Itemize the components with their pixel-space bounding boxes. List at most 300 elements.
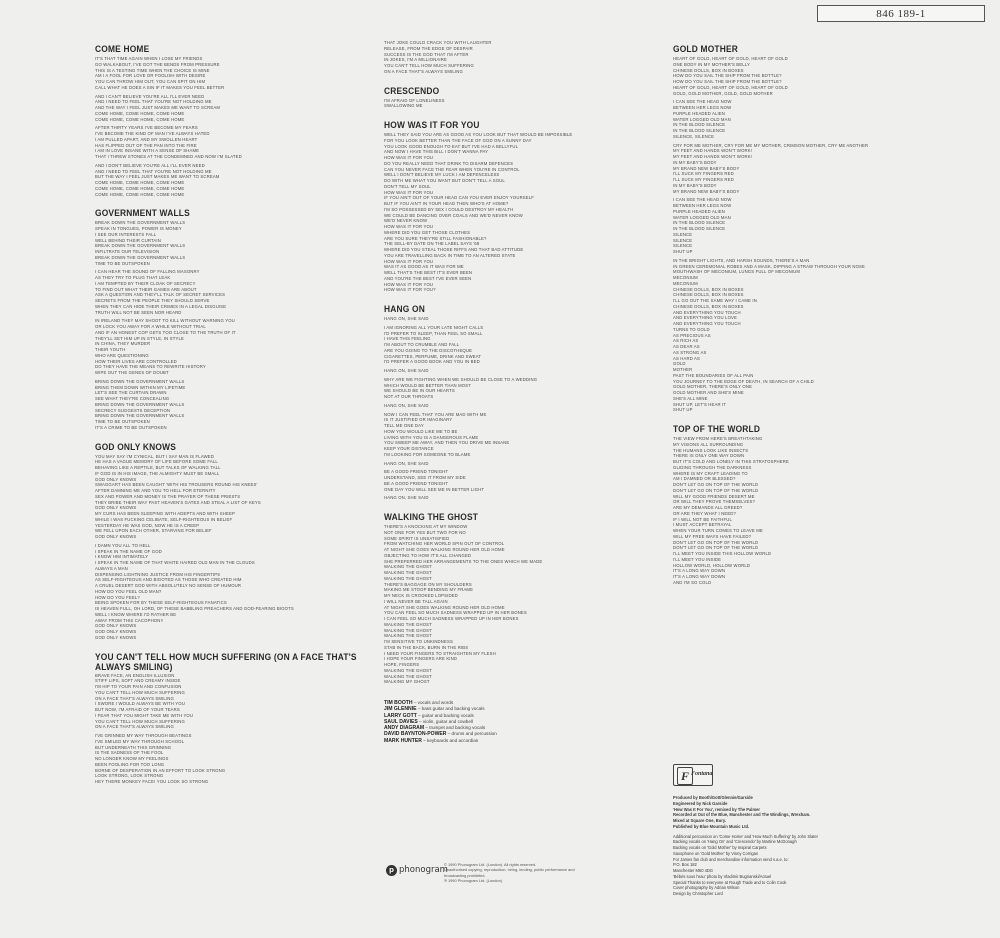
lyric-line: PAST THE BOUNDARIES OF ALL PAIN [673,372,754,378]
lyric-line: INFILTRATE OUR TELEVISION [95,249,160,254]
phonogram-block [384,862,594,892]
lyric-line: CAN YOU NEVER FACE THE FEAR WHEN YOU'RE IN CONTROL [384,166,520,172]
lyric-line: BRAVE FACE, AN ENGLISH ILLUSION [95,672,175,678]
lyric-line: AND NOW I HAVE THIS BILL I DON'T WANNA PAY [384,149,489,155]
lyric-line: BREAK DOWN THE GOVERNMENT WALLS [95,243,186,249]
song-title: HANG ON [384,302,425,315]
lyric-line: BREAK DOWN THE GOVERNMENT WALLS [95,254,186,260]
lyric-line: WILL MY FREE WAYS HAVE FAILED? [673,533,752,539]
lyric-line: DO YOU REALLY NEED THAT DRINK TO DISARM DEFENCES [384,160,514,166]
lyric-line: I'VE GRINNED MY WAY THROUGH BEATINGS [95,733,192,738]
song-block [95,44,363,204]
lyric-line: TIME TO BE OUTSPOKEN [95,260,150,266]
lyric-line: I CAN FEEL SO MUCH SADNESS WRAPPED UP IN HER BONES [384,616,519,621]
lyric-line: WALKING THE GHOST [384,570,432,575]
lyric-verse [95,733,363,785]
lyric-line: HANG ON, SHE SAID [384,368,429,373]
lyric-line: WE'D NEVER KNOW [384,218,428,224]
lyric-line: AND THE WAY I FEEL JUST MAKES ME WANT TO SCREAM [95,105,221,110]
lyric-line: MY BRAND NEW BABY'S BODY [673,165,740,171]
lyric-line: I DAMN YOU ALL TO HELL [95,542,151,548]
lyric-verse [384,524,652,685]
song-gap [384,112,652,116]
credit-line: Design by Christopher Lord [673,891,723,896]
lyric-line: YOU CAN'T TELL HOW MUCH SUFFERING [95,689,185,695]
lyric-line: HOW WAS IT FOR YOU? [384,287,436,293]
lyric-verse [384,412,652,458]
lyric-line: SUCCESS IS THE GOD THAT I'M AFTER [384,51,469,57]
lyric-line: HEART OF GOLD, HEART OF GOLD, HEART OF GOLD [673,56,788,61]
lyric-line: I AM TEMPTED BY THEIR CLOAK OF SECRECY [95,280,196,286]
lyric-line: WELL I KNOW WHERE I'D RATHER BE [95,611,177,617]
lyric-line: COME HOME, COME HOME, COME HOME [95,116,185,122]
lyric-line: AND EVERYTHING YOU TOUCH [673,309,741,315]
lyric-line: HOW YOU WOULD LIKE ME TO BE [384,428,458,434]
lyric-line: HOW THEIR LIVES ARE CONTROLLED [95,358,177,364]
credit-line: Cover photography by Adrian Wilson [673,885,740,891]
lyric-line: THEY BRIBE THEIR WAY PAST HEAVEN'S GATES AND STEAL A LIST OF KEYS [95,499,261,505]
lyric-line: HANG ON, SHE SAID [384,460,429,466]
lyric-line: WALKING MY GHOST [384,679,430,685]
lyric-line: NO LONGER KNOW MY FEELINGS [95,756,169,761]
credit-line: Saxophone on 'Gold Mother' by Vinny Corrigan [673,850,759,856]
lyric-line: IN THE BLOOD SILENCE [673,128,726,133]
lyric-line: WHEN YOUR TURN COMES TO LEAVE ME [673,528,763,533]
lyric-line: AS HARD AS [673,355,701,361]
lyric-line: I KNOW HIM INTIMATELY [95,554,149,560]
lyric-verse [95,269,363,315]
lyric-line: AS SELF-RIGHTEOUS AND BIGOTED AS THOSE WHO CREATED HIM [95,577,242,583]
lyric-line: SPEAK IN TONGUES, POWER IS MONEY [95,226,182,231]
lyrics-column-middle [384,40,652,744]
lyric-verse [384,469,652,492]
credit-line: 'Bébés sous l'eau' photo by Vladimir Bugrianski/Actuel [673,873,772,879]
lyric-line: HANG ON, SHE SAID [384,316,429,321]
band-member-name: DAVID BAYNTON-POWER [384,731,447,738]
lyric-line: DON'T TELL MY SOUL [384,183,431,189]
lyric-line: BEHAVING LIKE A REPTILE, BUT TALKS OF WALKING TALL [95,465,221,470]
lyric-line: AND EVERYTHING YOU TOUCH [673,321,741,326]
lyric-line: TRUTH WILL NOT BE SEEN NOR HEARD [95,309,182,315]
lyric-line: BUT NOW, I'M AFRAID OF YOUR TEARS [95,707,180,712]
lyric-line: GOD ONLY KNOWS [95,505,137,511]
lyric-line: AND I CAN'T BELIEVE YOU'RE ALL I'LL EVER NEED [95,93,205,99]
lyric-line: YESTERDAY HE WAS GOD, NOW HE IS A CREEP [95,522,200,528]
lyric-line: SHUT UP, LET'S HEAR IT [673,401,727,407]
lyric-line: I'M LOOKING FOR SOMEONE TO BLAME [384,451,471,457]
lyric-line: I HAVE THIS FEELING [384,336,431,342]
song-block [384,512,652,692]
lyric-line: TELL ME ONE DAY [384,423,424,428]
lyric-line: KEEP YOUR DISTANCE [384,446,434,451]
lyric-verse [384,98,652,110]
lyric-line: WE SHOULD BE IN OUR HEARTS [384,388,455,394]
lyric-line: WATER LOGGED OLD MAN [673,214,731,220]
song-title: COME HOME [95,42,150,55]
song-title: TOP OF THE WORLD [673,422,761,435]
lyric-line: BRING DOWN THE GOVERNMENT WALLS [95,378,185,384]
lyric-line: SOME SPIRIT IS UNSATISFIED [384,535,450,541]
lyric-line: DON'T LET GO ON TOP OF THE WORLD [673,487,759,493]
credit-line: Engineered by Nick Garside [673,800,728,806]
song-title: YOU CAN'T TELL HOW MUCH SUFFERING (ON A FACE THAT'S ALWAYS SMILING) [95,650,357,672]
lyric-line: BRING DOWN THE GOVERNMENT WALLS [95,413,185,419]
band-member-role: – guitar and backing vocals [416,712,474,718]
lyric-line: ON A FACE THAT'S ALWAYS SMILING [95,695,174,701]
lyric-line: AND IF AN HONEST COP GETS TOO CLOSE TO THE TRUTH OF IT [95,329,236,335]
lyric-line: ARE YOU SURE THEY'RE STILL FASHIONABLE? [384,235,487,241]
song-gap [95,788,363,792]
song-gap [384,504,652,508]
song-block [673,424,941,593]
band-lineup [384,700,652,744]
lyric-line: AND I DON'T BELIEVE YOU'RE ALL I'LL EVER NEED [95,162,205,168]
lyric-line: AFTER THIRTY YEARS I'VE BECOME MY FEARS [95,125,198,131]
lyric-line: WALKING THE GHOST [384,633,432,639]
lyric-line: SILENCE [673,237,693,243]
catalog-number: 846 189-1 [817,5,985,22]
credit-line: 'How Was It For You', remixed by The Palmer [673,806,760,812]
lyric-line: I AM IN LOVE INSANE WITH A SENSE OF SHAME [95,148,200,154]
lyric-line: WHERE DID YOU STEAL THOSE RIFFS AND THAT BAD ATTITUDE [384,247,524,252]
lyric-verse [673,436,941,586]
lyric-line: HANG ON, SHE SAID [384,495,429,501]
song-title: CRESCENDO [384,84,440,96]
song-block [384,304,652,508]
credit-line: Additional percussion on 'Come Home' and 'How Much Suffering' by John Slater [673,833,819,839]
lyric-verse [95,543,363,641]
lyric-line: TIME TO BE OUTSPOKEN [95,419,150,424]
lyric-line: PURPLE HEADED ALIEN [673,208,725,214]
legal-line: broadcasting prohibited. [444,872,486,878]
band-member-role: – trumpet and backing vocals [424,725,486,731]
lyric-line: HOW DO YOU SAIL THE SHIP FROM THE BOTTLE? [673,73,782,79]
lyric-line: TURNS TO GOLD [673,326,710,332]
lyric-line: DON'T LET GO ON TOP OF THE WORLD [673,482,759,487]
lyric-line: I'VE BECOME THE KIND OF MAN I'VE ALWAYS HATED [95,131,210,136]
lyric-line: YOU LOOK GOOD ENOUGH TO EAT BUT I'VE HAD A BELLYFUL [384,143,519,149]
lyric-line: AWAY FROM THIS CACOPHONY [95,617,164,623]
lyric-line: WHERE IS MY CRAFT LEADING TO [673,470,748,476]
lyric-line: DON'T LET GO ON TOP OF THE WORLD [673,539,759,545]
lyric-verse [673,258,941,413]
band-member [384,738,652,744]
lyric-line: CALL WHAT HE DOES A SIN IF IT MAKES YOU FEEL BETTER [95,84,225,90]
lyric-line: AS PRECIOUS AS [673,332,711,338]
lyric-line: FOR YOU LOOK BETTER THAN THE FACE OF GOD ON A SUNNY DAY [384,137,532,143]
lyric-line: IN GREEN CEREMONIAL ROBES AND A MASK, DIPPING A STRAW THROUGH YOUR NOSE [673,263,866,269]
lyric-line: A CRUEL DESERT GOD WITH ABSOLUTELY NO SENSE OF HUMOUR [95,583,242,588]
lyric-line: HAS FLIPPED OUT OF THE PAN INTO THE FIRE [95,142,197,148]
song-block [673,44,941,420]
lyric-line: I NEED YOUR FINGERS TO STRAIGHTEN MY FLESH [384,650,496,656]
lyric-line: DISPENSING LIGHTNING JUSTICE FROM HIS FINGERTIPS [95,571,221,577]
lyric-verse [384,403,652,409]
lyric-line: I'M SO POSSESSED BY SEX I COULD DESTROY MY HEALTH [384,206,514,212]
lyric-line: WALKING THE GHOST [384,621,432,627]
lyric-line: BE A GOOD FRIEND TONIGHT [384,469,449,475]
phonogram-logo-word: phonogram [399,865,448,875]
lyric-line: LOOK STRONG, LOOK STRONG [95,773,164,779]
lyric-line: RELEASE, FROM THE EDGE OF DESPAIR [384,45,473,51]
song-title: GOLD MOTHER [673,42,739,55]
lyric-line: WIPE OUT THE GENES OF DOUBT [95,370,169,375]
band-member-name: TIM BOOTH [384,700,413,706]
legal-line: © 1990 Phonogram Ltd. (London). All rights reserved. [444,862,537,867]
lyric-line: SILENCE, SILENCE [673,133,715,139]
lyric-verse [673,99,941,139]
lyric-line: SHE PREFERRED HER ARRANGEMENTS TO THE ONES WHICH WE MADE [384,558,543,564]
lyric-line: HOW WAS IT FOR YOU [384,281,434,287]
lyric-line: MAKING ME STOOP BENDING MY FRAME [384,587,474,593]
lyric-line: BUT THE WAY I FEEL JUST MAKES ME WANT TO SCREAM [95,174,220,180]
lyric-line: HOW WAS IT FOR YOU [384,155,434,160]
credit-line: Backing vocals on 'Hang On' and 'Crescendo' by Martine McDonagh [673,839,797,845]
lyric-line: WHICH WOULD BE BETTER THAN MOST [384,382,471,388]
lyric-line: WELL THAT'S THE BEST IT'S EVER BEEN [384,270,473,275]
lyric-line: COME HOME, COME HOME, COME HOME [95,191,185,197]
lyric-line: IT'S A LONG WAY DOWN [673,568,726,574]
lyric-line: YOU CAN'T TELL HOW MUCH SUFFERING [384,63,474,68]
lyric-line: I HOPE YOUR FINGERS ARE KIND [384,656,458,662]
song-block [384,120,652,300]
lyric-line: HOLLOW WORLD, HOLLOW WORLD [673,562,751,568]
lyric-line: I WILL NEVER BE TALL AGAIN [384,598,448,604]
lyric-line: IT'S A LONG WAY DOWN [673,574,726,579]
song-gap [95,200,363,204]
lyric-line: OR WILL THEY PROVE THEMSELVES? [673,499,755,505]
lyric-line: WE FELL UPON EACH OTHER, STARVING FOR BELIEF [95,528,212,534]
lyric-line: IN IRELAND THEY MAY SHOOT TO KILL WITHOUT WARNING YOU [95,318,235,324]
lyric-line: CHINESE DOLLS, BOX IN BOXES [673,303,744,309]
lyric-line: MY FEET AND HANDS WON'T WORK! [673,154,753,159]
lyric-line: GOD ONLY KNOWS [95,534,137,539]
lyric-line: THERE'S BAGGAGE ON MY SHOULDERS [384,581,472,587]
fontana-logo [673,764,713,786]
lyric-line: I MUST ACCEPT BETRAYAL [673,522,732,528]
lyric-line: GOD ONLY KNOWS [95,629,137,634]
lyric-verse [95,454,363,540]
lyric-line: AM I A FOOL FOR LOVE OR FOOLISH WITH DESIRE [95,73,206,79]
lyric-line: SHE'S ALL MINE [673,395,708,401]
lyric-line: SWAGGART HAS BEEN CAUGHT 'WITH HIS TROUSERS ROUND HIS KNEES' [95,482,258,488]
lyric-line: WELL THEY SAID YOU ARE AS GOOD AS YOU LOOK BUT THAT WOULD BE IMPOSSIBLE [384,132,573,137]
lyric-line: LET'S SEE THE CURTAIN DRAWN [95,390,167,396]
lyric-line: YOU MAY SAY I'M CYNICAL, BUT I SAY MAN IS FLAWED [95,453,215,459]
lyric-line: YOU CAN FEEL SO MUCH SADNESS WRAPPED UP IN HER BONES [384,610,527,616]
lyric-line: HOW WAS IT FOR YOU [384,258,434,264]
credit-line: Special Thanks to everyone at Rough Trade and to Colin Cook [673,879,787,885]
lyric-line: I'LL GO OUT THE SAME WAY I CAME IN [673,298,757,303]
song-gap [384,688,652,692]
lyric-line: CHINESE DOLLS, BOX IN BOXES [673,292,744,298]
lyric-line: THERE'S A KNOCKING AT MY WINDOW [384,524,468,529]
song-block [384,40,652,82]
lyric-line: I'M AFRAID OF LONELINESS [384,97,445,103]
lyric-line: GOLD MOTHER, THERE'S ONLY ONE [673,384,753,390]
band-member-name: ANDY DIAGRAM [384,725,425,732]
lyric-line: HOW DO YOU SAIL THE SHIP FROM THE BOTTLE? [673,79,782,84]
lyric-line: IT'S THAT TIME AGAIN WHEN I LOSE MY FRIENDS [95,56,203,61]
band-member-role: – drums and percussion [446,731,497,737]
lyric-verse [384,368,652,374]
lyric-line: IS THE SADNESS OF THE FOOL [95,750,164,756]
lyric-line: WHILE I WAS FUCKING CELIBATE, SELF-RIGHTEOUS IN BELIEF [95,516,233,522]
lyric-line: SHUT UP [673,407,693,413]
lyric-line: STIFF LIPS, SOFT AND CREAMY INSIDE [95,678,181,684]
lyric-line: WAS IT AS GOOD AS IT WAS FOR ME [384,264,464,270]
lyric-line: BETWEEN HER LEGS NOW [673,203,732,208]
lyric-line: MY BRAND NEW BABY'S BODY [673,188,740,194]
lyric-line: THAT JOKE COULD CRACK YOU WITH LAUGHTER [384,40,492,45]
lyric-line: HOW DO YOU FEEL OLD MAN? [95,588,162,594]
lyric-line: DO THEY HAVE THE MEANS TO REWRITE HISTORY [95,364,206,370]
lyric-line: OR ARE THEY WHAT I NEED? [673,510,737,516]
lyric-line: SWALLOWING ME [384,103,423,109]
legal-notice [444,862,614,884]
band-member-name: SAUL DAVIES [384,718,418,725]
lyric-line: HOW DO YOU FEEL? [95,594,140,600]
song-title: GOD ONLY KNOWS [95,440,176,452]
band-member-role: – keyboards and accordian [421,737,479,743]
lyric-line: MOUTHWASH OF MECONIUM, LUNGS FULL OF MECONIUM [673,269,801,275]
lyric-line: THE SELL-BY DATE ON THE LABEL SAYS '68 [384,241,480,247]
lyric-line: WALKING THE GHOST [384,673,432,679]
song-title: HOW WAS IT FOR YOU [384,118,480,131]
lyric-line: BORNE OF DESPERATION IN AN EFFORT TO LOOK STRONG [95,767,226,773]
lyric-line: I AM IGNORING ALL YOUR LATE NIGHT CALLS [384,324,484,330]
lyric-verse [95,163,363,198]
lyric-line: BRING THEM DOWN WITHIN MY LIFETIME [95,384,186,390]
lyric-line: IF YOU AIN'T OUT OF YOUR HEAD CAN YOU EVER ENJOY YOURSELF [384,195,535,201]
lyric-line: WHY ARE WE FIGHTING WHEN WE SHOULD BE CLOSE TO A WEDDING [384,376,538,382]
lyric-line: MECONIUM [673,280,698,286]
lyric-line: BREAK DOWN THE GOVERNMENT WALLS [95,220,186,226]
lyric-line: CIGARETTES, PERFUME, DRINK AND SWEAT [384,353,482,359]
lyric-line: BRING DOWN THE GOVERNMENT WALLS [95,401,185,407]
lyric-line: TO FIND OUT WHAT THEIR GAMES ARE ABOUT [95,286,197,292]
lyric-line: SEE WHAT THEY'RE CONCEALING [95,396,170,401]
lyric-line: HOW WAS IT FOR YOU [384,224,434,229]
lyric-line: IN MY BABY'S BODY [673,159,717,165]
lyric-line: YOU ARE TRAVELLING BACK IN TIME TO AN ALTERED STATE [384,252,516,258]
credit-line: Recorded at Out of the Blue, Manchester and The Windings, Wrexham. [673,812,811,818]
credit-line: Backing vocals on 'Gold Mother' by Inspiral Carpets [673,845,767,850]
lyric-line: NOT AT OUR THROATS [384,394,434,399]
lyric-line: NOW I CAN FEEL THAT YOU ARE MAD WITH ME [384,411,487,417]
lyric-line: AM I DAMNED OR BLESSED? [673,476,736,482]
lyric-line: I'LL MEET YOU INSIDE [673,556,722,562]
lyric-line: THERE IS ONLY ONE WAY DOWN [673,453,745,459]
lyric-line: HEY THERE MONKEY FACE! YOU LOOK SO STRONG [95,779,209,784]
lyric-line: ALWAYS A MAN [95,565,128,571]
band-member-role: – vocals and words [412,700,454,705]
lyric-line: CHINESE DOLLS, BOX IN BOXES [673,286,744,292]
lyric-line: I FEAR THAT YOU MIGHT TAKE ME WITH YOU [95,712,194,718]
lyric-line: I'M SENSITIVE TO UNKINDNESS [384,639,453,644]
lyric-line: AND EVERYTHING YOU LOVE [673,315,737,321]
lyric-line: I AM PULLED APART, AND MY SWOLLEN HEART [95,136,198,142]
lyric-line: AND I'M SO COLD [673,579,712,585]
lyric-line: I CAN SEE THE HEAD NOW [673,197,732,203]
song-gap [384,78,652,82]
band-member-role: – violin, guitar and cowbell [417,718,473,724]
legal-line: Unauthorised copying, reproduction, hiring, lending, public performance and [444,867,575,873]
lyric-line: I'D PREFER TO SLEEP, THAN FEEL SO SMALL [384,330,483,336]
lyric-line: IN THE BLOOD SILENCE [673,226,726,231]
lyric-line: AND I NEED TO FEEL THAT YOU'RE NOT HOLDING ME [95,99,212,105]
lyric-line: HOPE, FINGERS [384,662,420,667]
lyric-line: AS DEAR AS [673,344,700,349]
band-member-role: – bass guitar and backing vocals [416,706,485,712]
credit-line: Manchester M60 4DG [673,868,714,873]
band-member-name: JIM GLENNIE [384,706,417,713]
lyric-line: CHINESE DOLLS, BOX IN BOXES [673,67,744,73]
song-block [384,86,652,117]
lyric-line: LIVING WITH YOU IS A DANGEROUS FLAME [384,434,479,440]
lyric-line: WALKING THE GHOST [384,667,432,673]
lyric-verse [673,197,941,255]
lyric-verse [95,125,363,160]
song-title: WALKING THE GHOST [384,510,479,523]
lyric-line: SECRETS FROM THE PEOPLE THEY SHOULD SERVE [95,298,210,303]
lyric-line: GOD ONLY KNOWS [95,634,137,640]
lyric-line: I'M ABOUT TO CRUMBLE AND FALL [384,342,460,347]
lyric-line: CRY FOR ME MOTHER, CRY FOR ME MY MOTHER, CRIMSON MOTHER, CRY ME ANOTHER [673,142,869,148]
lyric-line: WHO ARE QUESTIONING [95,352,149,358]
lyric-line: I SWORE I WOULD ALWAYS BE WITH YOU [95,701,185,707]
lyric-line: THEY'LL SET HIM UP IN STYLE, IN STYLE [95,335,184,341]
lyric-line: THAT I THREW STONES AT THE CONDEMNED AND NOW I'M SLATED [95,154,242,159]
lyric-verse [384,325,652,365]
lyric-verse [95,673,363,731]
lyric-line: AT NIGHT SHE GOES WALKING ROUND HER OLD HOME [384,604,505,610]
lyric-line: HANG ON, SHE SAID [384,402,429,408]
lyric-line: I'M HIP TO YOUR PAIN AND CONFUSION [95,684,182,689]
lyric-line: OBJECTING TO HOW IT'S ALL CHANGED [384,552,472,558]
lyric-line: WILL MY GOOD FRIENDS DESERT ME [673,493,755,499]
lyric-line: IN MY BABY'S BODY [673,182,717,188]
lyric-line: SECRECY SUGGESTS DECEPTION [95,407,171,413]
lyric-line: GOLD, GOLD MOTHER, GOLD, GOLD MOTHER [673,90,773,96]
lyric-line: ON A FACE THAT'S ALWAYS SMILING [384,68,463,74]
lyric-line: SILENCE [673,243,693,249]
lyric-verse [95,220,363,266]
lyric-line: I'LL MEET YOU INSIDE THIS HOLLOW WORLD [673,551,772,556]
lyric-line: BETWEEN HER LEGS NOW [673,105,732,110]
lyric-line: GOD ONLY KNOWS [95,476,137,482]
lyrics-column-left [95,40,363,792]
lyric-line: GOLD MOTHER AND SHE'S MINE [673,390,744,395]
lyric-line: IN THE BRIGHT LIGHTS, AND HARSH SOUNDS, THERE'S A MAN [673,257,810,263]
lyric-line: IN JOKES, I'M A MILLIONAIRE [384,57,447,63]
lyric-line: ON A FACE THAT'S ALWAYS SMILING [95,724,174,730]
credit-line: For James fan club and merchandise information send s.a.e. to: [673,856,789,862]
lyric-line: HOW WAS IT FOR YOU [384,189,434,195]
lyric-line: GOLD [673,361,686,367]
lyric-line: ONE DAY YOU WILL SEE ME IN BETTER LIGHT [384,486,485,492]
lyric-verse [673,56,941,96]
lyric-line: I'VE SMILED MY WAY THROUGH SCHOOL [95,738,185,744]
lyric-verse [384,40,652,75]
song-gap [384,296,652,300]
lyric-line: IS HEAVEN FULL, OH LORD, OF THESE BABBLING PREACHERS AND GOD-FEARING BIGOTS [95,606,294,611]
lyric-line: GOD ONLY KNOWS [95,623,137,629]
song-gap [673,416,941,420]
credit-line: Mixed at Square One, Bury. [673,818,726,823]
lyric-line: BUT IF YOU AIN'T IN YOUR HEAD THEN WHO'S AT HOME? [384,201,509,206]
lyric-verse [95,379,363,431]
